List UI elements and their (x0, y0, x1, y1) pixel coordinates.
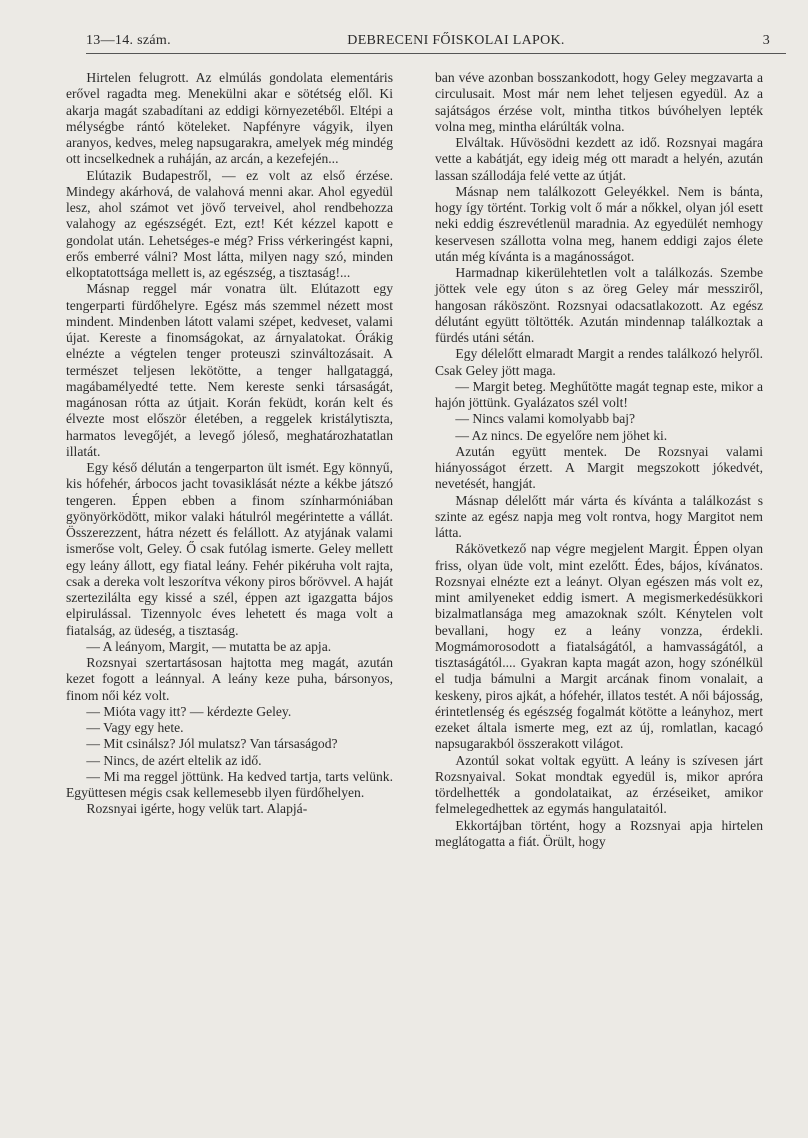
paragraph: — Mi ma reggel jöttünk. Ha kedved tartja, tarts velünk. Együttesen mégis csak kellemesebb ilyen fürdőhelyen. (66, 768, 393, 800)
paragraph: — Nincs valami komolyabb baj? (455, 411, 636, 427)
paragraph: Hirtelen felugrott. Az elmúlás gondolata elementáris erővel ragadta meg. Menekülni akar e sötétség elől. Ki akarja magát szabadítani az eddigi környezetéből. Eltépi a mélységbe rántó köteleket. Napfényre vágyik, ilyen aranyos, kedves, meleg napsugarakra, amelyek még mindég ott incselkednek a ruháján, az arcán, a kezefején... (66, 70, 393, 167)
paragraph: Másnap nem találkozott Geleyékkel. Nem is bánta, hogy így történt. Torkig volt ő már a nőkkel, olyan jól esett neki eddig észrevétlenül maradnia. Az egyedülét nemhogy keservesen szállotta volna meg, hanem eddigi zajos élete után még kívánta is a magánosságot. (435, 183, 763, 264)
paragraph: Elútazik Budapestről, — ez volt az első érzése. Mindegy akárhová, de valahová menni akar. Ahol egyedül lesz, ahol számot vet jövő terveivel, ahol rendbehozza valahogy az egészségét. Ezt, ezt! Két kézzel kapott e gondolat után. Lehetséges-e még? Friss vérkeringést kapni, erős emberré válni? Most látta, milyen nagy szó, minden elkoptatottsága mellett is, az egészség, a tisztaság!... (66, 167, 393, 280)
paragraph: Egy délelőtt elmaradt Margit a rendes találkozó helyről. Csak Geley jött maga. (435, 346, 763, 378)
paragraph: Ekkortájban történt, hogy a Rozsnyai apja hirtelen meglátogatta a fiát. Örült, hogy (435, 817, 763, 849)
paragraph: Azután együtt mentek. De Rozsnyai valami hiányosságot érzett. A Margit megszokott jókedvét, nevetését, hangját. (435, 443, 763, 492)
paragraph: — Vagy egy hete. (86, 720, 184, 735)
paragraph: — Nincs, de azért eltelik az idő. (86, 752, 262, 768)
page-header (86, 33, 786, 54)
paragraph: Egy késő délután a tengerparton ült ismét. Egy könnyű, kis hófehér, árbocos jacht tovasiklását nézte a kékbe játszó tengeren. Éppen ebben a finom színharmóniában gyönyörködött, mikor valaki hátulról megérintette a vállát. Összerezzent, hátra nézett és felállott. Az atyjának valami ismerőse volt, Geley. Ő csak futólag ismerte. Geley mellett egy leány állott, egy fiatal leány. Fehér pikéruha volt rajta, csak a dereka volt leszorítva vékony piros bőrövvel. A haját szertezilálta egy kissé a szél, éppen azt igazgatta bájos elpirulással. Tizennyolc éves lehetett és maga volt a fiatalság, az üdeség, a tisztaság. (66, 460, 393, 638)
paragraph: Másnap délelőtt már várta és kívánta a találkozást s szinte az egész napja meg volt rontva, hogy Margitot nem látta. (435, 492, 763, 540)
right-column (435, 70, 763, 850)
publication-title: DEBRECENI FŐISKOLAI LAPOK. (347, 33, 565, 48)
paragraph: Harmadnap kikerülehtetlen volt a találkozás. Szembe jöttek vele egy úton s az öreg Geley már messziről, hangosan ráköszönt. Rozsnyai odacsatlakozott. Az egész délutánt együtt töltötték. Azután mindennap találkoztak a fürdés utáni sétán. (435, 265, 763, 345)
paragraph: Azontúl sokat voltak együtt. A leány is szívesen járt Rozsnyaival. Sokat mondtak egyedül is, mikor apróra tördelhették a gondolataikat, az érzéseiket, amikor felmelegedhettek az egymás hangulataitól. (435, 752, 763, 817)
paragraph: — A leányom, Margit, — mutatta be az apja. (86, 638, 332, 654)
paragraph: Másnap reggel már vonatra ült. Elútazott egy tengerparti fürdőhelyre. Egész más szemmel nézett most mindent. Mindenben látott valami szépet, kedveset, valami újat. Kereste a finomságokat, az árnyalatokat. Órákig elnézte a végtelen tenger proteuszi szinváltozásait. A természet teljesen lekötötte, a tenger hallgataggá, magábamélyedté tette. Nem kereste senki társaságát, magánosan rótta az útjait. Korán feküdt, korán kelt és élvezte most először életében, a reggelek kristálytiszta, harmatos levegőjét, a levegő jóleső, meghatározhatatlan illatát. (66, 281, 393, 459)
issue-number: 13—14. szám. (86, 33, 171, 48)
left-column (66, 70, 393, 818)
paragraph: Rákövetkező nap végre megjelent Margit. Éppen olyan friss, olyan üde volt, mint ezelőtt. Édes, bájos, kívánatos. Rozsnyai elnézte ezt a leányt. Olyan egészen más volt ez, mint amilyeneket eddig ismert. A megismerkedésükkori bizalmatlansága meg amazoknak szólt. Kénytelen volt bevallani, hogy ez a leány vonzza, érdekli. Mogmámorosodott a fiatalságától, a hamvasságától, a tisztaságától.... Gyakran kapta magát azon, hogy szónélkül el tudja bámulni a Margit arcának finom vonalait, a keskeny, piros ajkát, a hófehér, illatos testét. A női bájosság, érintetlenség és egészség fogalmát kötötte a leányhoz, mert ezeket általa ismerte meg, ezt az új, romlatlan, kacagó napsugarakból összerakott világot. (435, 541, 763, 752)
paragraph: — Az nincs. De egyelőre nem jöhet ki. (455, 427, 668, 443)
paragraph: — Mit csinálsz? Jól mulatsz? Van társaságod? (86, 736, 338, 752)
paragraph: — Margit beteg. Meghűtötte magát tegnap este, mikor a hajón jöttünk. Gyalázatos szél volt! (435, 378, 763, 410)
paragraph: — Mióta vagy itt? — kérdezte Geley. (86, 703, 292, 719)
paragraph: ban véve azonban bosszankodott, hogy Geley megzavarta a circulusait. Most már nem lehet teljesen egyedül. Az a sajátságos érzése volt, mintha titkos búvóhelyen lepték volna meg, mintha elárúlták volna. (435, 70, 763, 134)
page-number: 3 (762, 33, 770, 48)
paragraph: Rozsnyai szertartásosan hajtotta meg magát, azután kezet fogott a leánnyal. A leány keze puha, bársonyos, finom női kéz volt. (66, 655, 393, 703)
paragraph: Elváltak. Hűvösödni kezdett az idő. Rozsnyai magára vette a kabátját, egy ideig még ott maradt a helyén, azután lassan szállodája felé vette az útját. (435, 135, 763, 183)
paragraph: Rozsnyai igérte, hogy velük tart. Alapjá- (86, 801, 308, 817)
